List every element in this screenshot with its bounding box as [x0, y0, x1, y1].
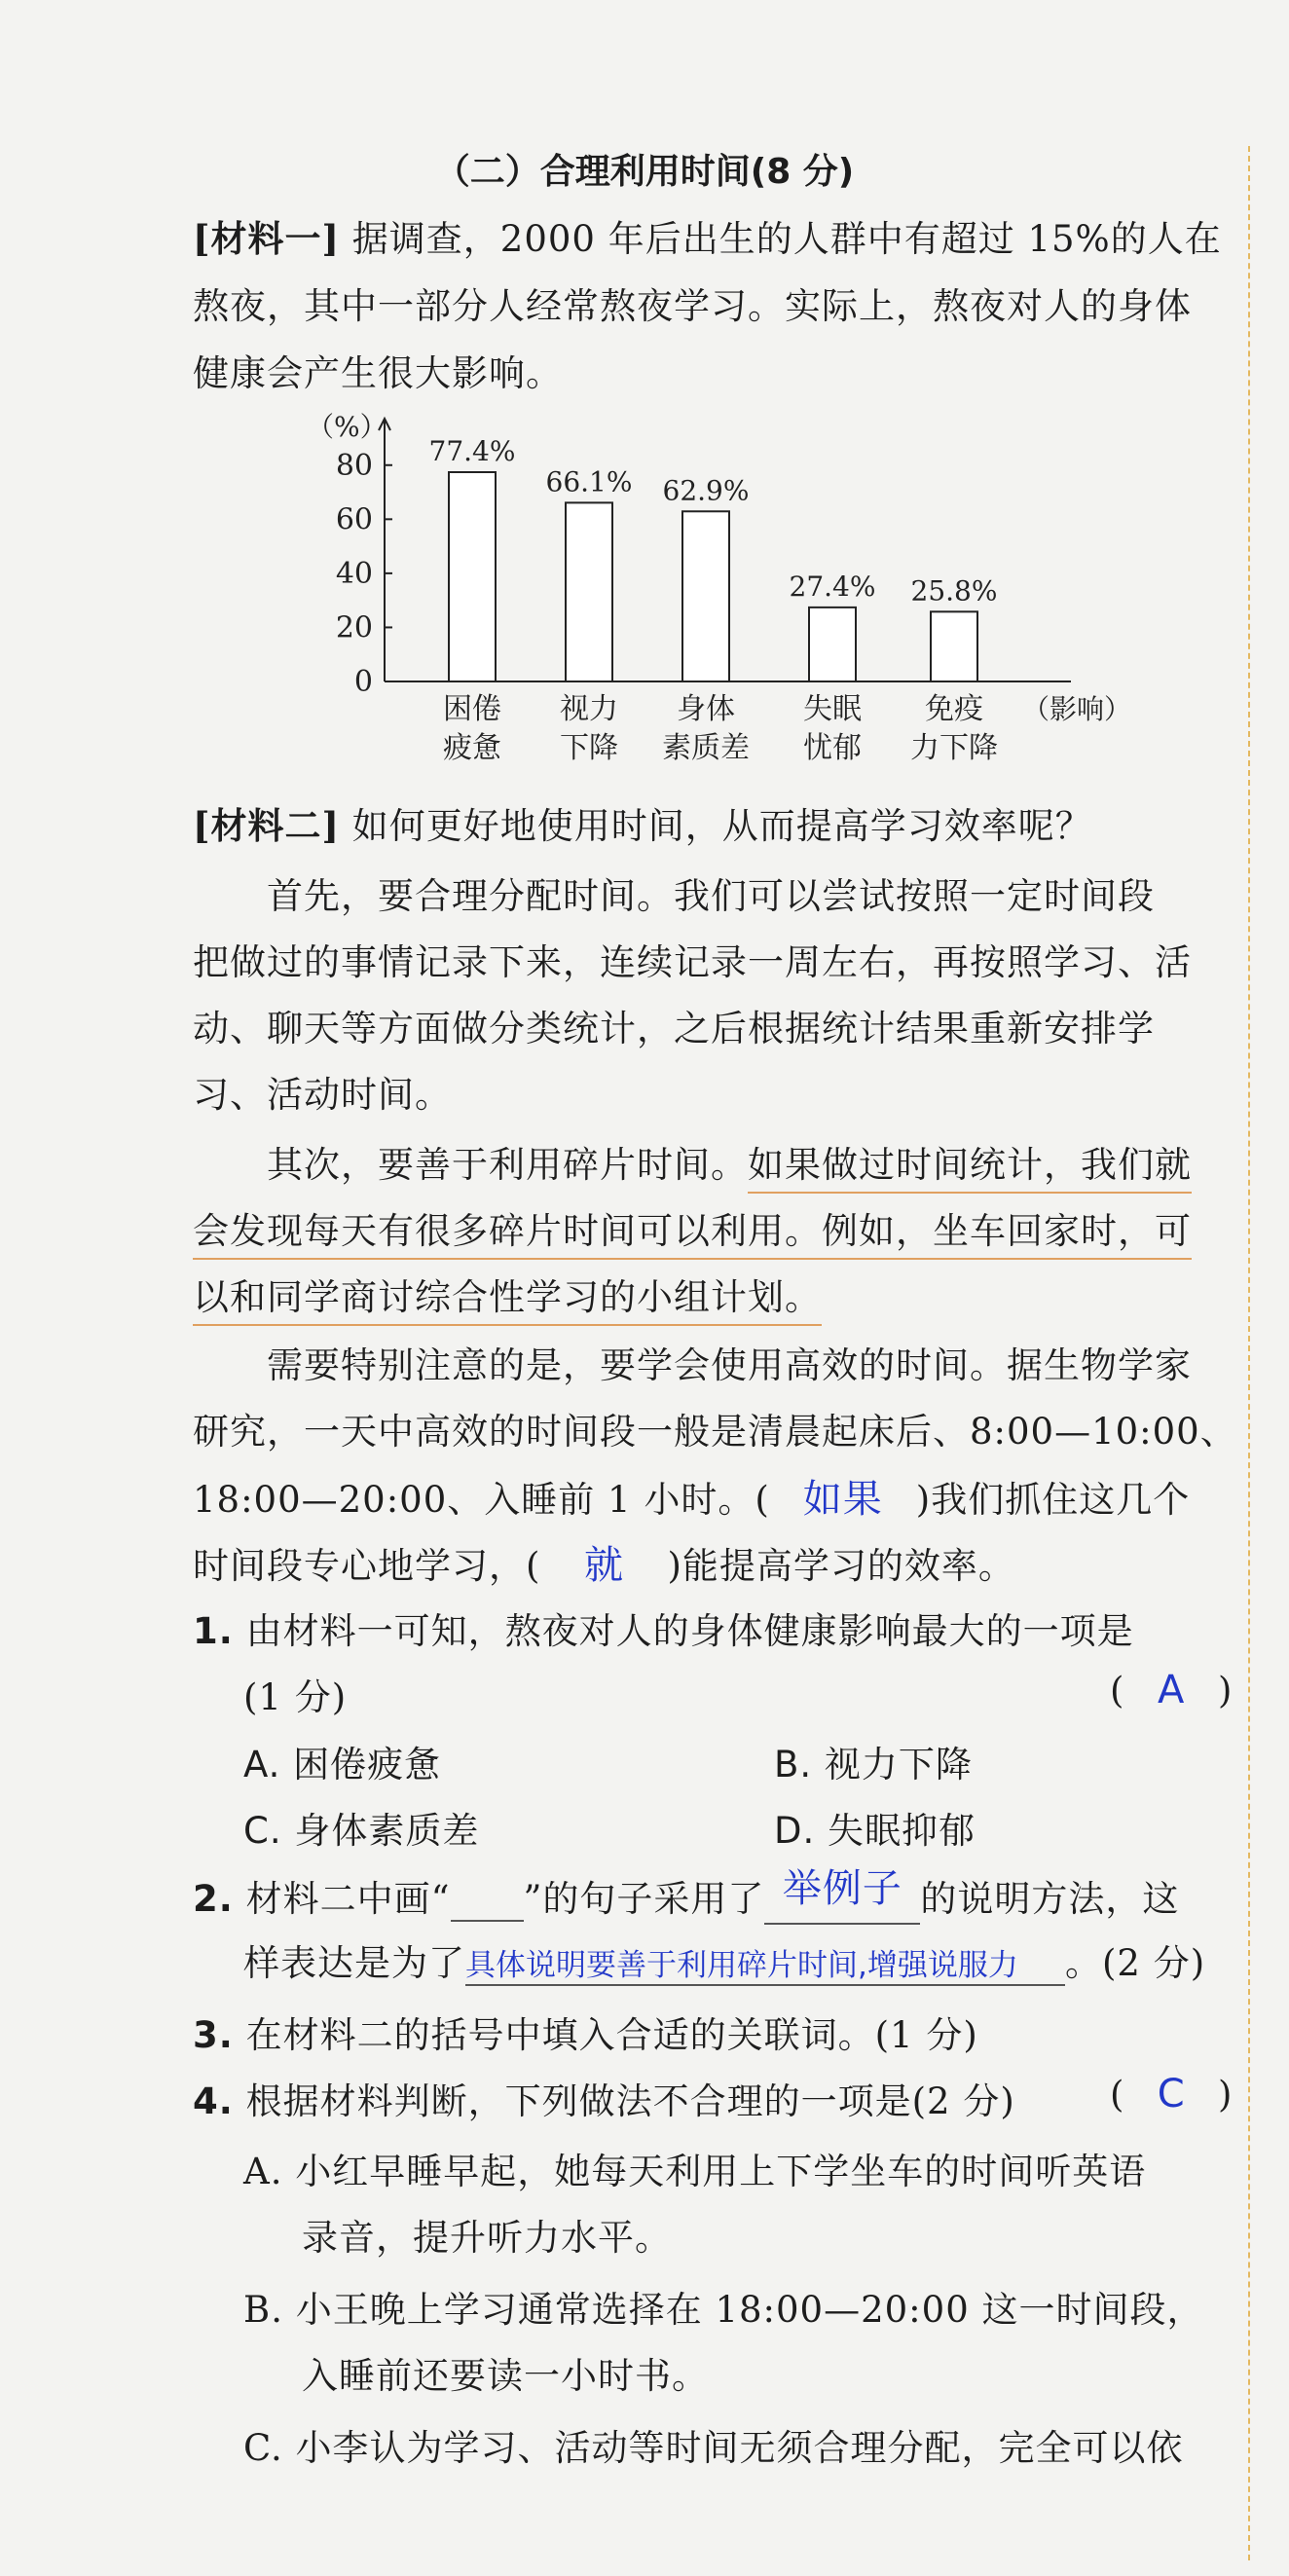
q2-blank-2[interactable]	[465, 1940, 1065, 1986]
q2-line-2: 样表达是为了具体说明要善于利用碎片时间,增强说服力 。(2 分)	[243, 1942, 1206, 1984]
q4-answer: C	[1157, 2072, 1186, 2116]
q4-option-b-line-1: B. 小王晚上学习通常选择在 18:00—20:00 这一时间段，	[243, 2289, 1204, 2331]
y-axis-label: （%）	[307, 411, 387, 443]
question-2: 2. 材料二中画“ ”的句子采用了 举例子 的说明方法，这	[193, 1867, 1179, 1925]
material2-p1-line-2: 把做过的事情记录下来，连续记录一周左右，再按照学习、活	[193, 941, 1192, 983]
material1-line-2: 熬夜，其中一部分人经常熬夜学习。实际上，熬夜对人的身体	[193, 285, 1192, 327]
q1-number: 1.	[193, 1610, 234, 1652]
q4-answer-box: ( C )	[1110, 2072, 1234, 2116]
bar-value-label: 62.9%	[662, 474, 750, 507]
question-1	[193, 1601, 1134, 1654]
underlined-sentence-1: 如果做过时间统计，我们就	[748, 1144, 1192, 1194]
material2-p1-line-4: 习、活动时间。	[193, 1074, 452, 1116]
q4-option-b-line-2: 入睡前还要读一小时书。	[302, 2355, 709, 2397]
y-tick-label: 20	[335, 610, 373, 645]
q2-answer-1: 举例子	[782, 1866, 902, 1911]
y-tick-label: 0	[353, 665, 373, 699]
q2-underline-sample	[451, 1878, 524, 1922]
bar	[566, 502, 612, 681]
q1-option-a: A. 困倦疲惫	[243, 1744, 442, 1785]
answer-conjunction-1: 如果	[802, 1477, 883, 1522]
q1-text: 由材料一可知，熬夜对人的身体健康影响最大的一项是	[245, 1610, 1134, 1652]
q2-number: 2.	[193, 1878, 234, 1920]
question-3	[193, 2006, 978, 2058]
x-category-label: 身体	[677, 692, 735, 726]
x-category-label: 困倦	[443, 692, 501, 726]
q2-answer-2: 具体说明要善于利用碎片时间,增强说服力	[465, 1948, 1018, 1983]
section-title: （二）合理利用时间(8 分)	[434, 152, 855, 192]
material2-p2-line-3	[193, 1268, 822, 1320]
bar-value-label: 27.4%	[789, 570, 876, 603]
x-category-label: 免疫	[925, 692, 983, 726]
material1-line-3: 健康会产生很大影响。	[193, 352, 563, 394]
bar-value-label: 25.8%	[910, 574, 998, 607]
q1-option-d: D. 失眠抑郁	[774, 1810, 976, 1852]
underlined-sentence-3: 以和同学商讨综合性学习的小组计划。	[193, 1276, 822, 1326]
material1-line-1: [材料一] 据调查，2000 年后出生的人群中有超过 15%的人在	[193, 217, 1222, 260]
y-tick-label: 40	[335, 556, 373, 591]
q4-text: 根据材料判断，下列做法不合理的一项是(2 分)	[245, 2080, 1015, 2122]
question-4	[193, 2072, 1015, 2124]
material2-p3-line-3: 18:00—20:00、入睡前 1 小时。( 如果 )我们抓住这几个	[193, 1477, 1191, 1522]
material2-p2-line-1: 其次，要善于利用碎片时间。如果做过时间统计，我们就	[267, 1135, 1192, 1188]
bar	[809, 607, 856, 681]
q4-option-a-line-2: 录音，提升听力水平。	[302, 2217, 672, 2259]
x-category-label: 疲惫	[443, 731, 501, 765]
q4-option-c-line-1: C. 小李认为学习、活动等时间无须合理分配，完全可以依	[243, 2427, 1184, 2469]
answer-conjunction-2: 就	[583, 1543, 624, 1588]
material2-p3-line-2: 研究，一天中高效的时间段一般是清晨起床后、8:00—10:00、	[193, 1411, 1237, 1453]
material2-question: 如何更好地使用时间，从而提高学习效率呢？	[351, 805, 1092, 847]
q4-number: 4.	[193, 2080, 234, 2122]
y-tick-label: 80	[335, 448, 373, 483]
material2-p1-line-3: 动、聊天等方面做分类统计，之后根据统计结果重新安排学	[193, 1008, 1155, 1049]
q1-option-b: B. 视力下降	[774, 1744, 973, 1785]
q1-option-c: C. 身体素质差	[243, 1810, 480, 1852]
underlined-sentence-2: 会发现每天有很多碎片时间可以利用。例如，坐车回家时，可	[193, 1210, 1192, 1260]
bar	[931, 611, 977, 681]
x-category-label: 视力	[560, 692, 618, 726]
q1-score: (1 分)	[243, 1676, 348, 1718]
material2-line-1	[193, 796, 1092, 849]
x-category-label: 力下降	[910, 731, 998, 765]
q4-option-a-line-1: A. 小红早睡早起，她每天利用上下学坐车的时间听英语	[243, 2151, 1147, 2192]
bar-chart	[292, 399, 1149, 779]
material2-label: [材料二]	[193, 804, 341, 847]
q3-text: 在材料二的括号中填入合适的关联词。(1 分)	[245, 2014, 978, 2056]
q2-blank-1[interactable]	[764, 1867, 920, 1925]
material1-label: [材料一]	[193, 217, 341, 260]
bar	[682, 511, 729, 681]
x-category-label: 素质差	[662, 731, 750, 765]
q1-answer: A	[1158, 1668, 1186, 1712]
bar-value-label: 77.4%	[428, 435, 516, 467]
q1-answer-box: ( A )	[1110, 1668, 1234, 1712]
material2-p1-line-1: 首先，要合理分配时间。我们可以尝试按照一定时间段	[267, 875, 1155, 917]
x-category-label: 下降	[560, 731, 618, 765]
material2-p2-line-2	[193, 1201, 1192, 1254]
bar	[449, 472, 496, 681]
x-category-label: 忧郁	[803, 731, 862, 765]
q3-number: 3.	[193, 2014, 234, 2056]
material2-p3-line-4: 时间段专心地学习，( 就 )能提高学习的效率。	[193, 1543, 1015, 1588]
bar-value-label: 66.1%	[545, 465, 633, 498]
page-edge-line	[1248, 146, 1250, 2560]
x-axis-label: （影响）	[1022, 693, 1132, 725]
y-tick-label: 60	[335, 502, 373, 537]
material2-p3-line-1: 需要特别注意的是，要学会使用高效的时间。据生物学家	[267, 1344, 1192, 1386]
x-category-label: 失眠	[803, 692, 862, 726]
